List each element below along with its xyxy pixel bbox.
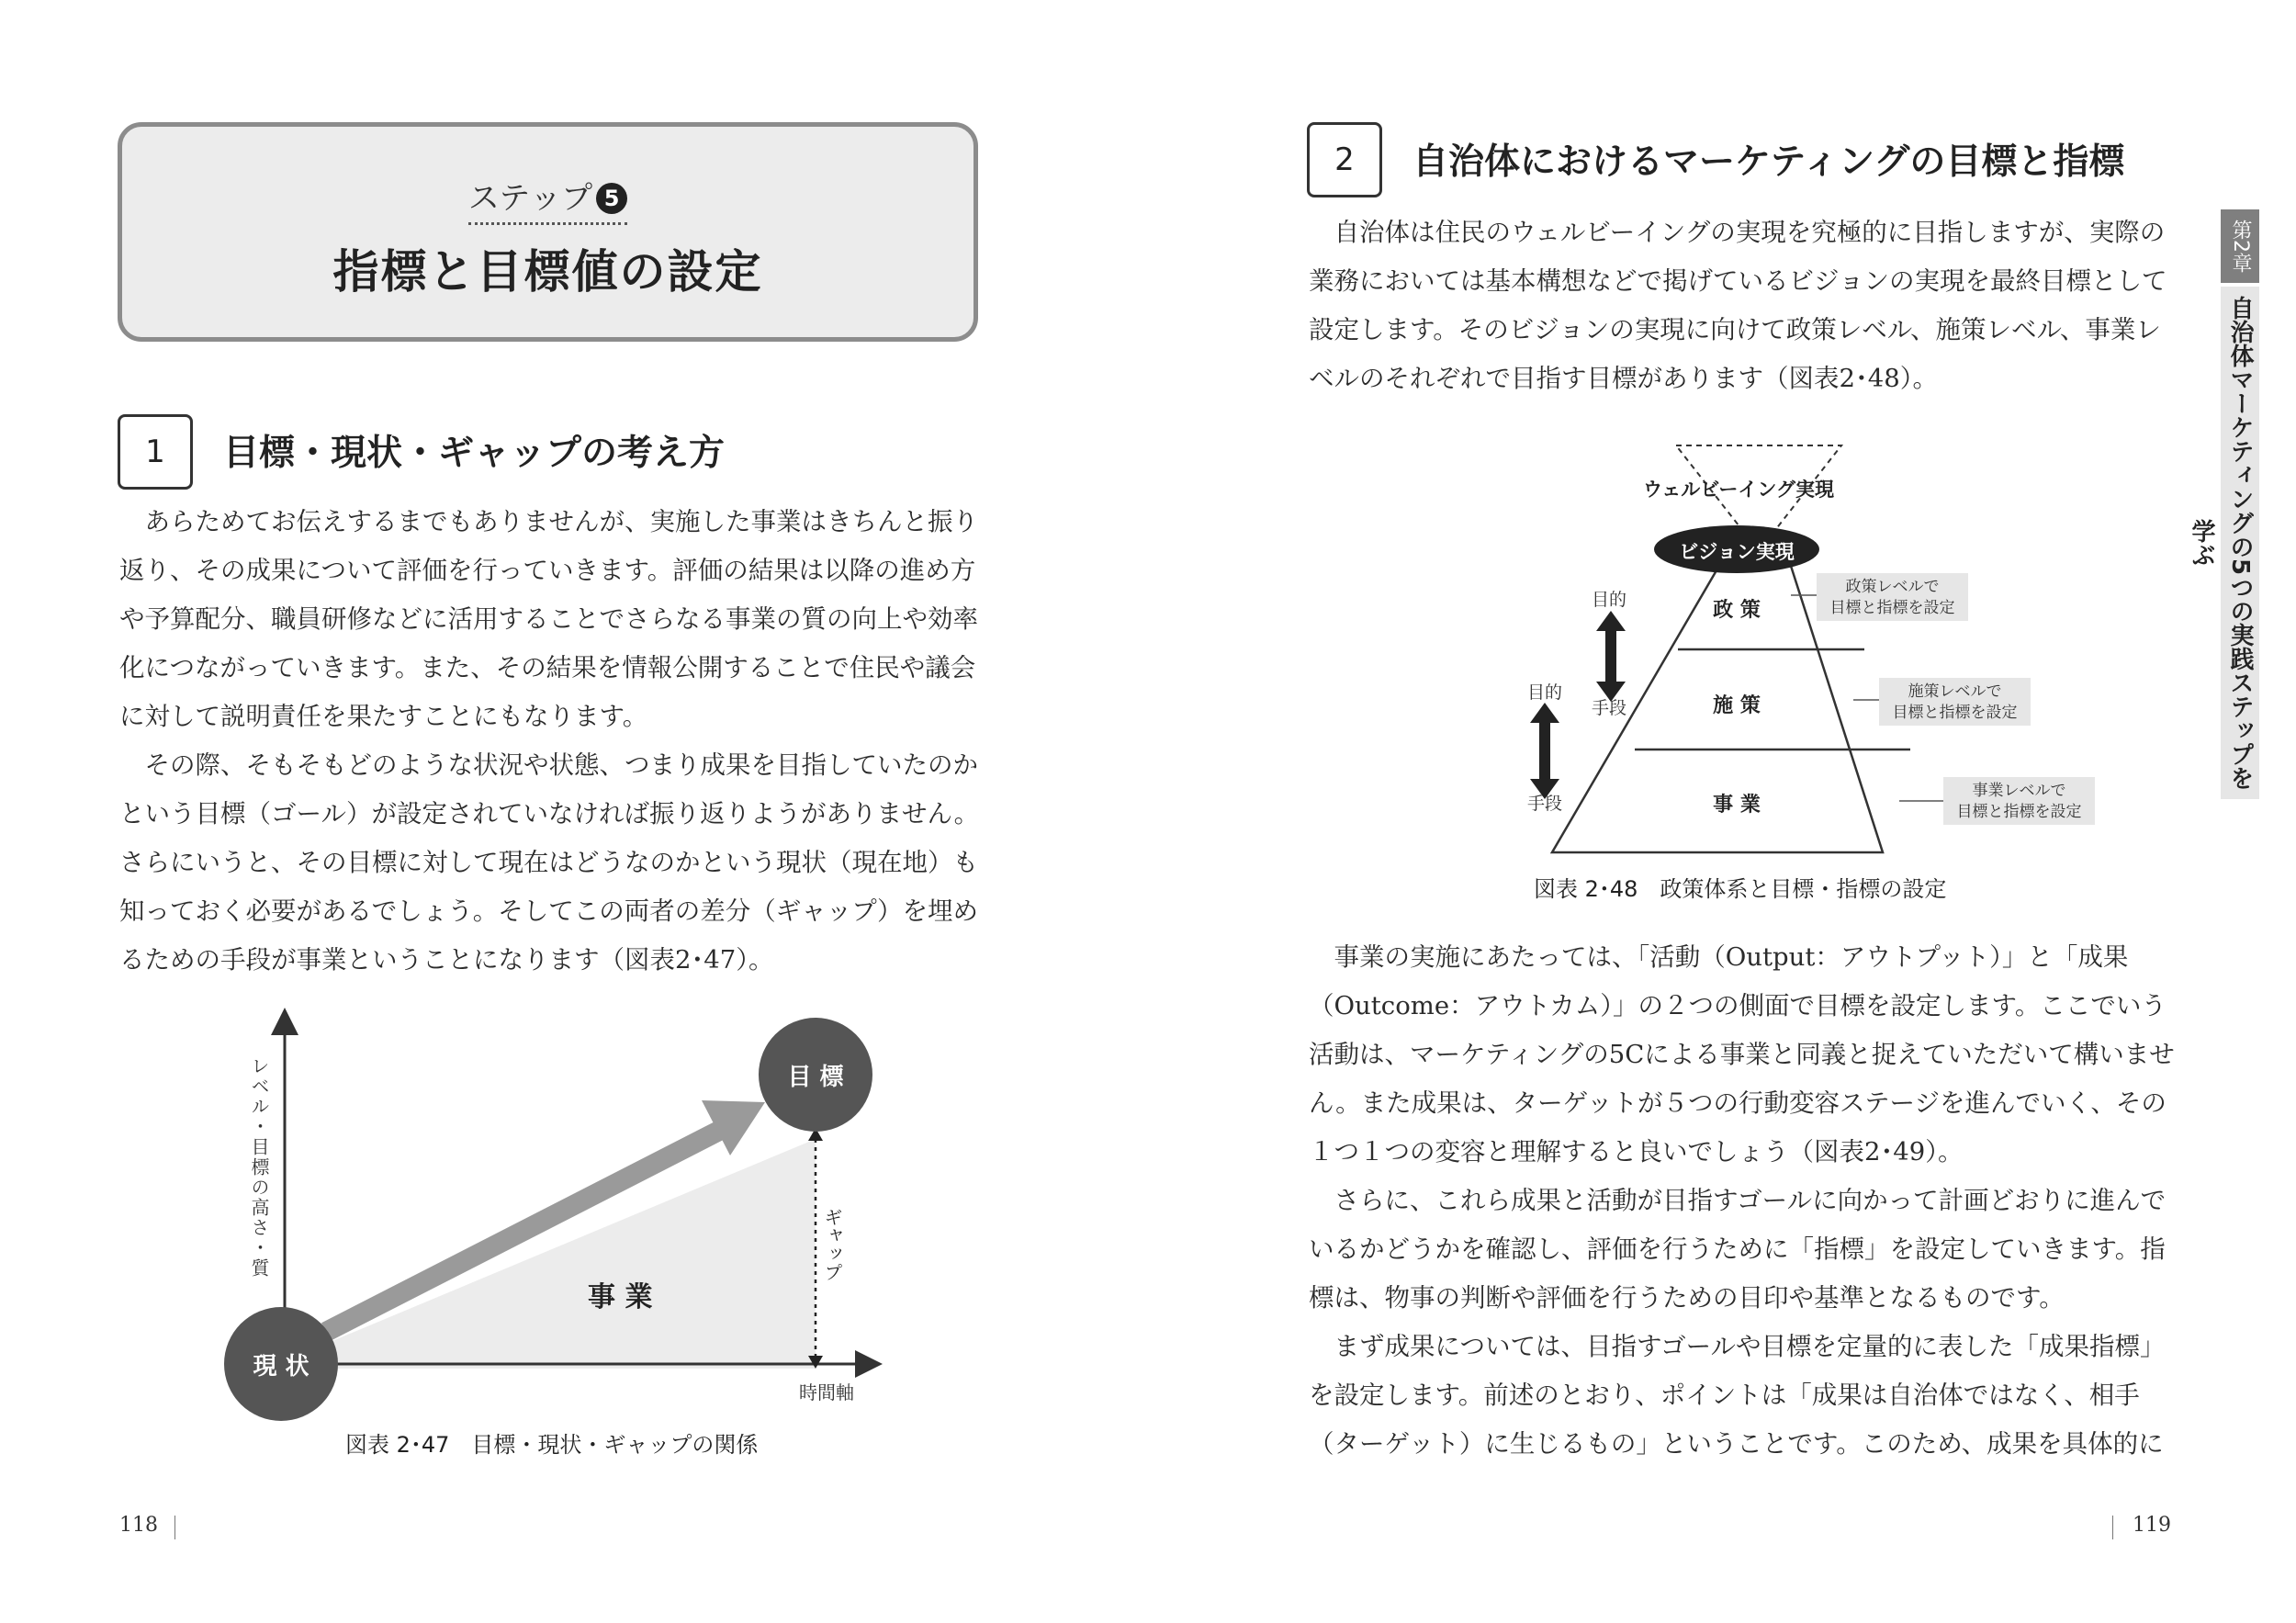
tier-measure: 施 策 — [1713, 694, 1761, 717]
page-number-left: 118 — [119, 1514, 158, 1537]
left-body-text — [119, 498, 983, 985]
note-2-line-2: 目標と指標を設定 — [1892, 704, 2018, 722]
vision-label: ビジョン実現 — [1679, 541, 1795, 563]
chapter-tab: 第2章 — [2221, 209, 2259, 283]
right-intro-paragraph: 自治体は住民のウェルビーイングの実現を究極的に目指しますが、実際の業務においては基本構想などで掲げているビジョンの実現を最終目標として設定します。そのビジョンの実現に向けて政策レベル、施策レベル、事業レベルのそれぞれで目指す目標があります（図表2･48）。 — [1309, 218, 2167, 393]
gap-label: ギャップ — [821, 1208, 843, 1281]
current-label: 現 状 — [253, 1353, 310, 1381]
page-number-right: 119 — [2133, 1514, 2171, 1537]
note-3 — [1943, 781, 2095, 823]
step-title: 指標と目標値の設定 — [332, 245, 763, 299]
y-axis-label: レベル・目標の高さ・質 — [248, 1056, 270, 1279]
section-2-number: 2 — [1307, 122, 1382, 197]
note-1 — [1817, 577, 1968, 619]
tier-policy: 政 策 — [1713, 599, 1761, 622]
section-1-title: 目標・現状・ギャップの考え方 — [223, 433, 726, 474]
chapter-title-tab: 自治体マーケティングの5つの実践ステップを学ぶ — [2221, 287, 2259, 799]
left-paragraph-2: その際、そもそもどのような状況や状態、つまり成果を目指していたのかという目標（ゴール）が設定されていなければ振り返りようがありません。さらにいうと、その目標に対して現在はどうなのかという現状（現在地）も知っておく必要があるでしょう。そしてこの両者の差分（ギャップ）を埋めるための手段が事業ということになります（図表2･47）。 — [119, 750, 980, 975]
page-number-divider-right — [2112, 1516, 2113, 1539]
project-label: 事 業 — [588, 1281, 653, 1313]
goal-label: 目 標 — [787, 1064, 844, 1091]
step-label-text: ステップ — [467, 180, 593, 217]
step-label — [122, 173, 974, 218]
tier-project: 事 業 — [1713, 794, 1761, 817]
figure-2-48-caption: 図表 2･48 政策体系と目標・指標の設定 — [1534, 876, 1947, 902]
purpose-label-1: 目的 — [1592, 590, 1627, 610]
note-2-line-1: 施策レベルで — [1908, 682, 2002, 701]
note-3-line-2: 目標と指標を設定 — [1956, 803, 2082, 821]
section-1-number: 1 — [118, 414, 193, 490]
figure-2-47-caption: 図表 2･47 目標・現状・ギャップの関係 — [345, 1432, 759, 1458]
note-2 — [1879, 682, 2031, 724]
right-intro-text — [1309, 209, 2177, 403]
project-area — [266, 1139, 816, 1369]
right-paragraph-1: 事業の実施にあたっては、「活動（Output：アウトプット）」と「成果（Outcome：アウトカム）」の２つの側面で目標を設定します。ここでいう活動は、マーケティングの5Cによる事業と同義と捉えていただいて構いません。また成果は、ターゲットが５つの行動変容ステージを進んでいく、その１つ１つの変容と理解すると良いでしょう（図表2･49）。 — [1309, 942, 2175, 1167]
step-number-badge: 5 — [596, 183, 627, 214]
right-body-text — [1309, 933, 2177, 1469]
step-header-box — [118, 122, 978, 342]
means-label-1: 手段 — [1592, 698, 1627, 718]
note-3-line-1: 事業レベルで — [1972, 782, 2066, 800]
right-paragraph-3: まず成果については、目指すゴールや目標を定量的に表した「成果指標」を設定します。前述のとおり、ポイントは「成果は自治体ではなく、相手（ターゲット）に生じるもの」ということです。このため、成果を具体的に — [1309, 1332, 2166, 1459]
purpose-means-arrow-1 — [1596, 611, 1626, 702]
purpose-label-2: 目的 — [1527, 682, 1563, 703]
section-2-title: 自治体におけるマーケティングの目標と指標 — [1412, 141, 2125, 183]
page-number-divider-left — [174, 1516, 175, 1539]
purpose-means-arrow-2 — [1530, 703, 1559, 799]
wellbeing-label: ウェルビーイング実現 — [1643, 479, 1834, 501]
right-paragraph-2: さらに、これら成果と活動が目指すゴールに向かって計画どおりに進んでいるかどうかを確認し、評価を行うために「指標」を設定していきます。指標は、物事の判断や評価を行うための目印や基準となるものです。 — [1309, 1186, 2167, 1313]
note-1-line-2: 目標と指標を設定 — [1829, 599, 1955, 617]
note-1-line-1: 政策レベルで — [1845, 578, 1940, 596]
means-label-2: 手段 — [1527, 794, 1563, 814]
left-paragraph-1: あらためてお伝えするまでもありませんが、実施した事業はきちんと振り返り、その成果について評価を行っていきます。評価の結果は以降の進め方や予算配分、職員研修などに活用することでさらなる事業の質の向上や効率化につながっていきます。また、その結果を情報公開することで住民や議会に対して説明責任を果たすことにもなります。 — [119, 507, 978, 731]
x-axis-label: 時間軸 — [799, 1381, 854, 1403]
